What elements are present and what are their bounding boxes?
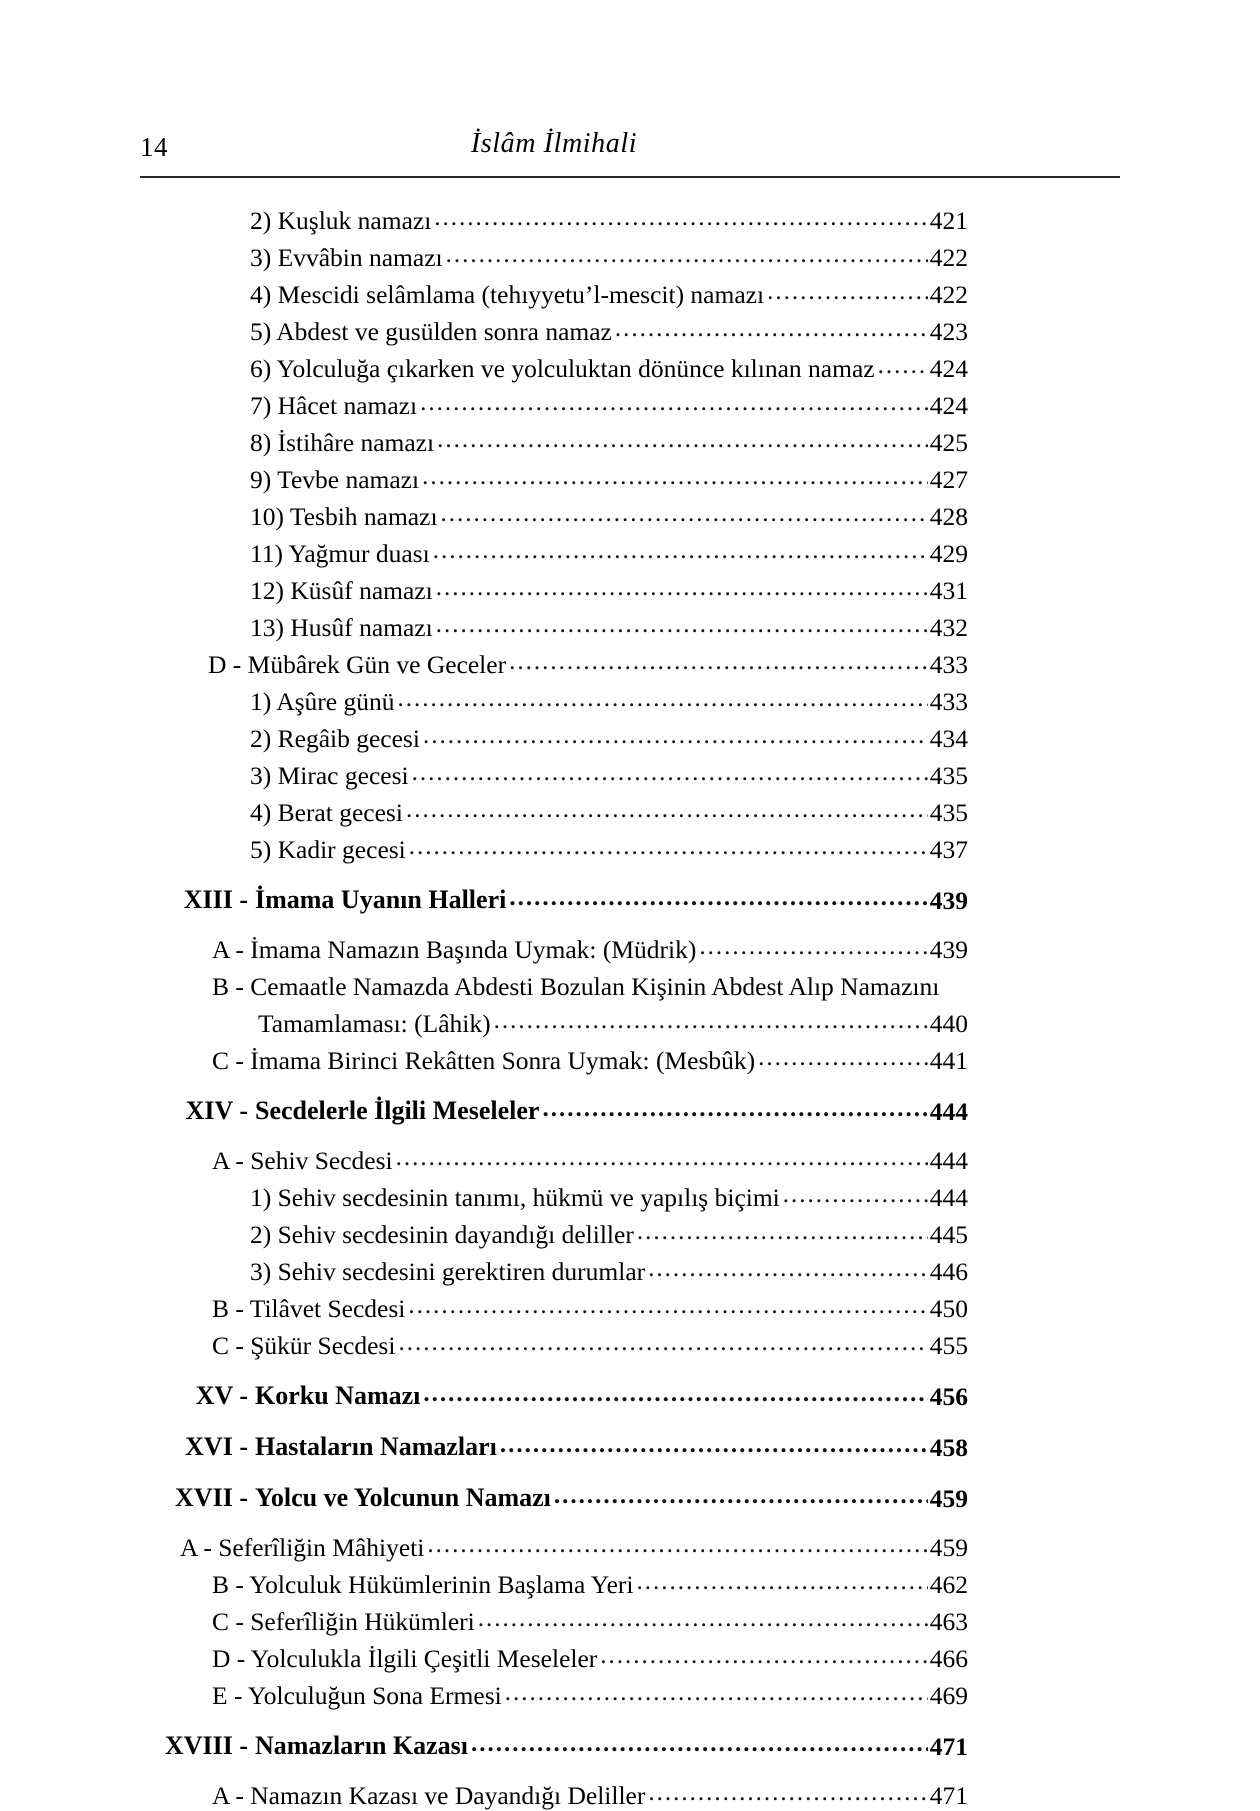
toc-leader-dots <box>509 887 927 913</box>
toc-entry-page-number: 459 <box>929 1532 968 1562</box>
toc-entry-page-number: 466 <box>929 1643 968 1673</box>
toc-entry[interactable] <box>140 1136 968 1173</box>
toc-leader-dots <box>767 282 928 308</box>
toc-entry[interactable] <box>140 418 968 455</box>
toc-entry-label: İmama Uyanın Halleri <box>255 885 507 914</box>
toc-entry[interactable] <box>140 1523 968 1560</box>
toc-entry-label: 3) Evvâbin namazı <box>250 242 443 272</box>
toc-leader-dots <box>636 1572 927 1598</box>
running-title: İslâm İlmihali <box>470 128 638 159</box>
toc-entry-label: E - Yolculuğun Sona Ermesi <box>212 1680 502 1710</box>
toc-entry[interactable] <box>140 270 968 307</box>
toc-leader-dots <box>441 504 928 530</box>
toc-entry[interactable] <box>140 566 968 603</box>
toc-entry-label: Tamamlaması: (Lâhik) <box>258 1008 491 1038</box>
toc-entry-page-number: 439 <box>929 934 968 964</box>
toc-chapter-numeral: XVIII - <box>164 1731 248 1760</box>
toc-entry-page-number: 445 <box>929 1219 968 1249</box>
toc-entry-page-number: 458 <box>929 1432 968 1462</box>
toc-chapter-numeral: XIII - <box>183 885 248 914</box>
toc-entry[interactable] <box>140 876 968 913</box>
toc-entry-label: 1) Aşûre günü <box>250 686 395 716</box>
toc-entry[interactable] <box>140 344 968 381</box>
toc-leader-dots <box>397 689 927 715</box>
toc-entry-page-number: 471 <box>929 1780 968 1810</box>
toc-entry[interactable] <box>140 455 968 492</box>
toc-entry-page-number: 435 <box>929 760 968 790</box>
toc-entry-label: 9) Tevbe namazı <box>250 464 420 494</box>
toc-entry-label: 8) İstihâre namazı <box>250 427 435 457</box>
toc-leader-dots <box>406 800 928 826</box>
toc-entry-label: C - Şükür Secdesi <box>212 1330 396 1360</box>
toc-entry-label: 4) Berat gecesi <box>250 797 403 827</box>
toc-entry[interactable] <box>140 381 968 418</box>
toc-entry-page-number: 439 <box>929 885 968 915</box>
toc-entry-label: 13) Husûf namazı <box>250 612 433 642</box>
toc-entry-page-number: 434 <box>929 723 968 753</box>
toc-entry-page-number: 424 <box>929 390 968 420</box>
toc-entry[interactable] <box>140 1671 968 1708</box>
toc-entry[interactable] <box>140 1771 968 1808</box>
toc-leader-dots <box>500 1434 928 1460</box>
toc-leader-dots <box>409 837 928 863</box>
toc-entry-label: Namazların Kazası <box>255 1731 469 1760</box>
toc-entry-page-number: 471 <box>929 1731 968 1761</box>
toc-chapter-numeral: XIV - <box>185 1096 248 1125</box>
toc-leader-dots <box>446 245 928 271</box>
toc-leader-dots <box>783 1185 928 1211</box>
toc-entry[interactable] <box>140 1284 968 1321</box>
toc-entry[interactable] <box>140 1087 968 1124</box>
toc-leader-dots <box>615 319 928 345</box>
toc-entry-page-number: 441 <box>929 1045 968 1075</box>
toc-entry-page-number: 428 <box>929 501 968 531</box>
toc-entry[interactable] <box>140 751 968 788</box>
page-folio-number: 14 <box>140 132 168 162</box>
toc-entry-label: B - Tilâvet Secdesi <box>212 1293 406 1323</box>
toc-leader-dots <box>494 1011 928 1037</box>
toc-entry-label: 6) Yolculuğa çıkarken ve yolculuktan dönünce kılınan namaz <box>250 353 875 383</box>
toc-leader-dots <box>436 578 928 604</box>
toc-leader-dots <box>554 1485 928 1511</box>
toc-entry-page-number: 431 <box>929 575 968 605</box>
toc-entry[interactable] <box>140 196 968 233</box>
toc-leader-dots <box>637 1222 928 1248</box>
toc-entry-label: A - Seferîliğin Mâhiyeti <box>180 1532 425 1562</box>
toc-entry-label: Secdelerle İlgili Meseleler <box>255 1096 540 1125</box>
toc-entry-label: 10) Tesbih namazı <box>250 501 438 531</box>
toc-entry[interactable] <box>140 714 968 751</box>
toc-leader-dots <box>423 726 928 752</box>
toc-leader-dots <box>412 763 928 789</box>
toc-entry-page-number: 427 <box>929 464 968 494</box>
header-rule <box>140 176 1120 178</box>
toc-entry-label: D - Mübârek Gün ve Geceler <box>208 649 507 679</box>
toc-entry-page-number: 444 <box>929 1145 968 1175</box>
toc-entry[interactable] <box>140 529 968 566</box>
toc-entry[interactable] <box>140 1423 968 1460</box>
toc-entry[interactable] <box>140 640 968 677</box>
toc-entry-page-number: 422 <box>929 279 968 309</box>
toc-entry[interactable] <box>140 603 968 640</box>
toc-entry-label: 5) Kadir gecesi <box>250 834 406 864</box>
toc-leader-dots <box>509 652 928 678</box>
toc-entry-label: B - Cemaatle Namazda Abdesti Bozulan Kişinin Abdest Alıp Namazını <box>212 971 940 1001</box>
toc-chapter-numeral: XVI - <box>185 1432 248 1461</box>
toc-entry-page-number: 437 <box>929 834 968 864</box>
toc-entry[interactable] <box>140 925 968 962</box>
toc-leader-dots <box>396 1148 928 1174</box>
toc-leader-dots <box>942 974 966 1000</box>
toc-entry-label: 2) Kuşluk namazı <box>250 205 432 235</box>
toc-entry[interactable] <box>140 1210 968 1247</box>
toc-entry-label: C - Seferîliğin Hükümleri <box>212 1606 475 1636</box>
toc-leader-dots <box>433 541 928 567</box>
toc-entry[interactable] <box>140 1474 968 1511</box>
toc-entry[interactable] <box>140 1173 968 1210</box>
toc-leader-dots <box>471 1733 928 1759</box>
toc-leader-dots <box>542 1098 927 1124</box>
toc-entry-page-number: 459 <box>929 1483 968 1513</box>
toc-entry-label: 4) Mescidi selâmlama (tehıyyetu’l-mescit) namazı <box>250 279 765 309</box>
toc-entry[interactable] <box>140 825 968 862</box>
toc-entry-page-number: 455 <box>929 1330 968 1360</box>
toc-entry[interactable] <box>140 962 968 999</box>
running-head <box>140 128 968 172</box>
toc-entry-label: Hastaların Namazları <box>255 1432 497 1461</box>
toc-entry[interactable] <box>140 307 968 344</box>
toc-leader-dots <box>699 937 927 963</box>
toc-entry[interactable] <box>140 492 968 529</box>
toc-entry-label: A - Sehiv Secdesi <box>212 1145 393 1175</box>
toc-entry-page-number: 421 <box>929 205 968 235</box>
toc-entry-label: 3) Mirac gecesi <box>250 760 409 790</box>
toc-leader-dots <box>436 615 928 641</box>
toc-entry-label: 7) Hâcet namazı <box>250 390 418 420</box>
toc-entry-page-number: 422 <box>929 242 968 272</box>
toc-leader-dots <box>758 1048 928 1074</box>
toc-chapter-numeral: XVII - <box>175 1483 248 1512</box>
toc-entry-page-number: 424 <box>929 353 968 383</box>
toc-entry-label: D - Yolculukla İlgili Çeşitli Meseleler <box>212 1643 598 1673</box>
toc-leader-dots <box>434 208 927 234</box>
toc-entry-label: 1) Sehiv secdesinin tanımı, hükmü ve yapılış biçimi <box>250 1182 780 1212</box>
toc-leader-dots <box>420 393 928 419</box>
toc-leader-dots <box>478 1609 928 1635</box>
toc-entry-page-number: 450 <box>929 1293 968 1323</box>
toc-entry-label: Korku Namazı <box>255 1381 421 1410</box>
toc-leader-dots <box>422 467 928 493</box>
toc-leader-dots <box>878 356 928 382</box>
toc-entry-page-number: 429 <box>929 538 968 568</box>
table-of-contents <box>140 196 968 1808</box>
toc-entry[interactable] <box>140 1722 968 1759</box>
toc-entry-label: 3) Sehiv secdesini gerektiren durumlar <box>250 1256 646 1286</box>
toc-entry[interactable] <box>140 1321 968 1358</box>
toc-entry[interactable] <box>140 677 968 714</box>
toc-entry-label: Yolcu ve Yolcunun Namazı <box>255 1483 551 1512</box>
toc-leader-dots <box>648 1259 928 1285</box>
toc-entry-label: 5) Abdest ve gusülden sonra namaz <box>250 316 612 346</box>
toc-leader-dots <box>398 1333 927 1359</box>
toc-leader-dots <box>505 1683 928 1709</box>
toc-entry[interactable] <box>140 788 968 825</box>
toc-entry-page-number: 432 <box>929 612 968 642</box>
toc-entry[interactable] <box>140 1372 968 1409</box>
toc-entry-page-number: 435 <box>929 797 968 827</box>
toc-entry-label: B - Yolculuk Hükümlerinin Başlama Yeri <box>212 1569 634 1599</box>
toc-entry-page-number: 463 <box>929 1606 968 1636</box>
toc-leader-dots <box>427 1535 927 1561</box>
toc-entry[interactable] <box>140 999 968 1036</box>
toc-entry-label: C - İmama Birinci Rekâtten Sonra Uymak: (Mesbûk) <box>212 1045 756 1075</box>
toc-entry-page-number: 446 <box>929 1256 968 1286</box>
toc-entry-label: 2) Sehiv secdesinin dayandığı deliller <box>250 1219 634 1249</box>
toc-entry[interactable] <box>140 233 968 270</box>
toc-chapter-numeral: XV - <box>195 1381 248 1410</box>
toc-entry[interactable] <box>140 1634 968 1671</box>
toc-entry-label: 11) Yağmur duası <box>250 538 430 568</box>
toc-leader-dots <box>648 1783 927 1809</box>
toc-leader-dots <box>437 430 928 456</box>
toc-entry-page-number: 433 <box>929 686 968 716</box>
toc-entry[interactable] <box>140 1560 968 1597</box>
toc-leader-dots <box>408 1296 927 1322</box>
toc-entry-page-number: 456 <box>929 1381 968 1411</box>
toc-entry-page-number: 444 <box>929 1096 968 1126</box>
toc-entry[interactable] <box>140 1247 968 1284</box>
toc-entry-page-number: 440 <box>929 1008 968 1038</box>
toc-entry-page-number: 444 <box>929 1182 968 1212</box>
toc-entry-label: A - İmama Namazın Başında Uymak: (Müdrik) <box>212 934 697 964</box>
toc-entry-label: 12) Küsûf namazı <box>250 575 433 605</box>
toc-entry[interactable] <box>140 1597 968 1634</box>
toc-entry-page-number: 425 <box>929 427 968 457</box>
toc-leader-dots <box>600 1646 927 1672</box>
toc-leader-dots <box>423 1383 927 1409</box>
toc-entry[interactable] <box>140 1036 968 1073</box>
toc-entry-page-number: 469 <box>929 1680 968 1710</box>
toc-entry-label: 2) Regâib gecesi <box>250 723 420 753</box>
toc-entry-label: A - Namazın Kazası ve Dayandığı Deliller <box>212 1780 646 1810</box>
toc-entry-page-number: 433 <box>929 649 968 679</box>
toc-entry-page-number: 423 <box>929 316 968 346</box>
toc-entry-page-number: 462 <box>929 1569 968 1599</box>
